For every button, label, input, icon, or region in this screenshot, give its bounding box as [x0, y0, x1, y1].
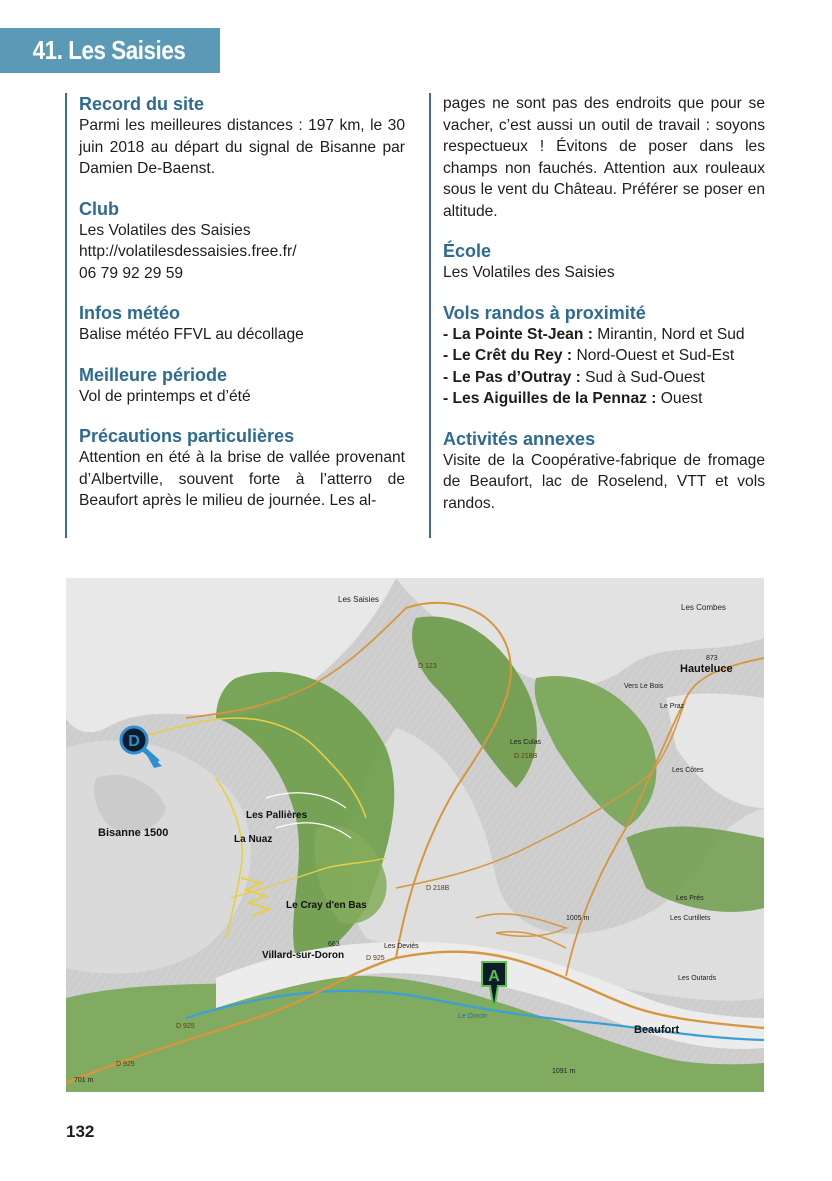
vol-direction: Mirantin, Nord et Sud [592, 325, 745, 343]
map-label-beaufort: Beaufort [634, 1024, 680, 1036]
vol-site: - Le Crêt du Rey : [443, 347, 573, 364]
map-label-villard: Villard-sur-Doron [262, 950, 345, 961]
map-label-les-combes: Les Combes [681, 603, 726, 612]
map-label-alt-1005: 1005 m [566, 915, 590, 922]
section-precautions-cont [443, 93, 765, 222]
map-label-alt-663: 663 [328, 941, 340, 948]
map-label-les-cotes: Les Côtes [672, 767, 704, 774]
landing-letter: A [488, 968, 500, 985]
map-label-alt-873: 873 [706, 655, 718, 662]
vol-site: - Les Aiguilles de la Pennaz : [443, 390, 657, 407]
map-label-alt-1091: 1091 m [552, 1068, 576, 1075]
vol-direction: Ouest [656, 390, 703, 407]
map-label-les-pallieres: Les Pallières [246, 810, 308, 821]
section-record [79, 93, 405, 180]
map-label-vers-le-bois: Vers Le Bois [624, 683, 664, 690]
map-label-d925-c: D 925 [366, 955, 385, 962]
map-label-d218b: D 218B [514, 753, 538, 760]
section-title-ecole: École [443, 241, 492, 261]
map-label-bisanne: Bisanne 1500 [98, 827, 169, 839]
vol-item [443, 345, 765, 367]
vol-direction: Nord-Ouest et Sud-Est [572, 347, 735, 364]
section-meteo [79, 302, 405, 346]
section-title-club: Club [79, 198, 119, 219]
section-club [79, 198, 405, 285]
section-title-meteo: Infos météo [79, 303, 181, 323]
map-label-d925-a: D 925 [176, 1023, 195, 1030]
section-activites [443, 428, 765, 515]
ecole-text: Les Volatiles des Saisies [443, 264, 615, 281]
section-precautions [79, 425, 405, 512]
activites-text: Visite de la Coopérative-fabrique de fromage de Beaufort, lac de Roselend, VTT et vols randos. [443, 451, 765, 512]
map-label-d925-b: D 925 [116, 1061, 135, 1068]
record-text: Parmi les meilleures distances : 197 km, le 30 juin 2018 au départ du signal de Bisanne par Damien De-Baenst. [79, 117, 405, 177]
map-label-les-outards: Les Outards [678, 975, 717, 982]
section-title-periode: Meilleure période [79, 364, 228, 385]
vol-site: - Le Pas d’Outray : [443, 368, 581, 386]
map-label-les-culas: Les Culas [510, 739, 542, 746]
left-column [65, 93, 405, 538]
section-title-precautions: Précautions particulières [79, 426, 295, 446]
section-periode [79, 364, 405, 408]
club-name: Les Volatiles des Saisies [79, 221, 251, 239]
map-label-la-nuaz: La Nuaz [234, 834, 273, 845]
map-label-les-curtillets: Les Curtillets [670, 915, 711, 922]
map-label-le-doron: Le Doron [458, 1013, 487, 1020]
meteo-text: Balise météo FFVL au décollage [79, 326, 304, 343]
map-svg [66, 578, 764, 1092]
precautions-continued-text: pages ne sont pas des endroits que pour se vacher, c’est aussi un outil de travail : soyons respectueux ! Évitons de poser dans les champs non fauchés. Attention aux rouleaux sous le vent du Château. Préférer se poser en altitude. [443, 95, 765, 220]
map-label-cray: Le Cray d'en Bas [286, 900, 367, 911]
vol-item [443, 367, 765, 389]
site-map [66, 578, 764, 1092]
precautions-text: Attention en été à la brise de vallée provenant d’Albertville, souvent forte à l’atterro de Beaufort après le milieu de journée. Les al- [79, 449, 405, 509]
vol-direction: Sud à Sud-Ouest [580, 368, 705, 386]
section-title-vols: Vols randos à proximité [443, 302, 646, 323]
page-number: 132 [66, 1122, 95, 1141]
map-label-d218b-2: D 218B [426, 885, 450, 892]
section-title-activites: Activités annexes [443, 428, 596, 449]
periode-text: Vol de printemps et d’été [79, 387, 251, 405]
takeoff-letter: D [128, 733, 140, 750]
map-label-alt-701: 701 m [74, 1077, 94, 1084]
club-website[interactable]: http://volatilesdessaisies.free.fr/ [79, 243, 297, 260]
section-title-record: Record du site [79, 94, 205, 114]
vol-site: - La Pointe St-Jean : [443, 325, 593, 343]
map-label-le-praz: Le Praz [660, 703, 685, 710]
chapter-title: 41. Les Saisies [32, 35, 186, 65]
right-column [429, 93, 765, 538]
map-label-les-pres: Les Prés [676, 895, 704, 902]
map-label-d123: D 123 [418, 663, 437, 670]
section-ecole [443, 240, 765, 284]
chapter-banner [0, 28, 220, 73]
club-phone: 06 79 92 29 59 [79, 264, 184, 282]
map-label-les-devins: Les Deviés [384, 943, 419, 950]
map-label-les-saisies: Les Saisies [338, 595, 379, 604]
section-vols [443, 302, 765, 410]
map-label-hauteluce: Hauteluce [680, 663, 733, 675]
vol-item [443, 388, 765, 410]
vol-item [443, 324, 765, 346]
